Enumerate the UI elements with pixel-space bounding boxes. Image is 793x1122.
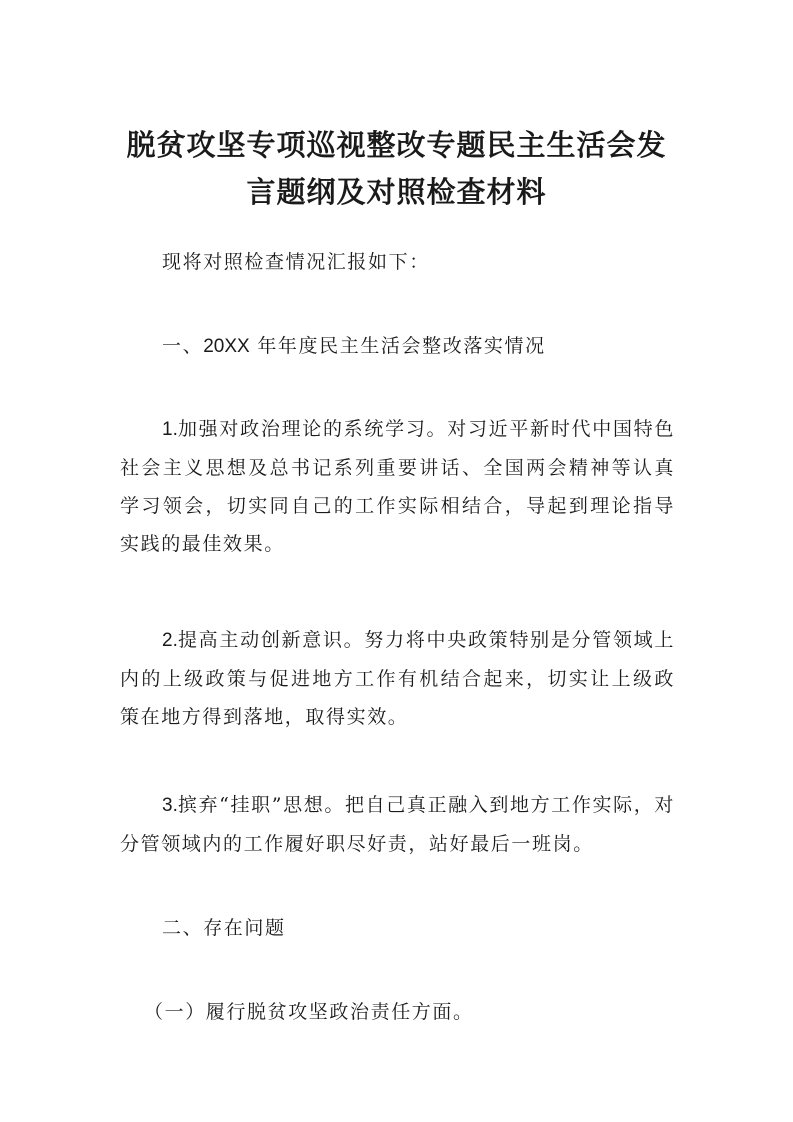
item-text: 加强对政治理论的系统学习。对习近平新时代中国特色社会主义思想及总书记系列重要讲话、全国两会精神等认真学习领会，切实同自己的工作实际相结合，导起到理论指导实践的最佳效果。 (120, 418, 675, 555)
intro-paragraph: 现将对照检查情况汇报如下： (162, 251, 430, 273)
section1-item-3 (120, 786, 675, 863)
section2-heading: 二、存在问题 (162, 917, 286, 939)
item-number: 1. (162, 419, 178, 440)
section1-item-2 (120, 621, 675, 736)
section1-heading (120, 327, 675, 366)
section1-item-1 (120, 410, 675, 563)
document-title-line2: 言题纲及对照检查材料 (246, 175, 547, 209)
item-text: 摈弃“挂职”思想。把自己真正融入到地方工作实际，对分管领域内的工作履好职尽好责，站好最后一班岗。 (120, 794, 675, 855)
section1-heading-year: 20XX (203, 336, 250, 357)
section1-heading-suffix: 年年度民主生活会整改落实情况 (249, 335, 546, 357)
item-text: 提高主动创新意识。努力将中央政策特别是分管领域上内的上级政策与促进地方工作有机结合起来，切实让上级政策在地方得到落地，取得实效。 (120, 629, 675, 728)
item-number: 3. (162, 795, 178, 816)
section2-subheading-1: （一）履行脱贫攻坚政治责任方面。 (144, 1001, 474, 1023)
item-number: 2. (162, 630, 178, 651)
section1-heading-prefix: 一、 (162, 335, 204, 357)
document-title-line1: 脱贫攻坚专项巡视整改专题民主生活会发 (126, 128, 667, 162)
